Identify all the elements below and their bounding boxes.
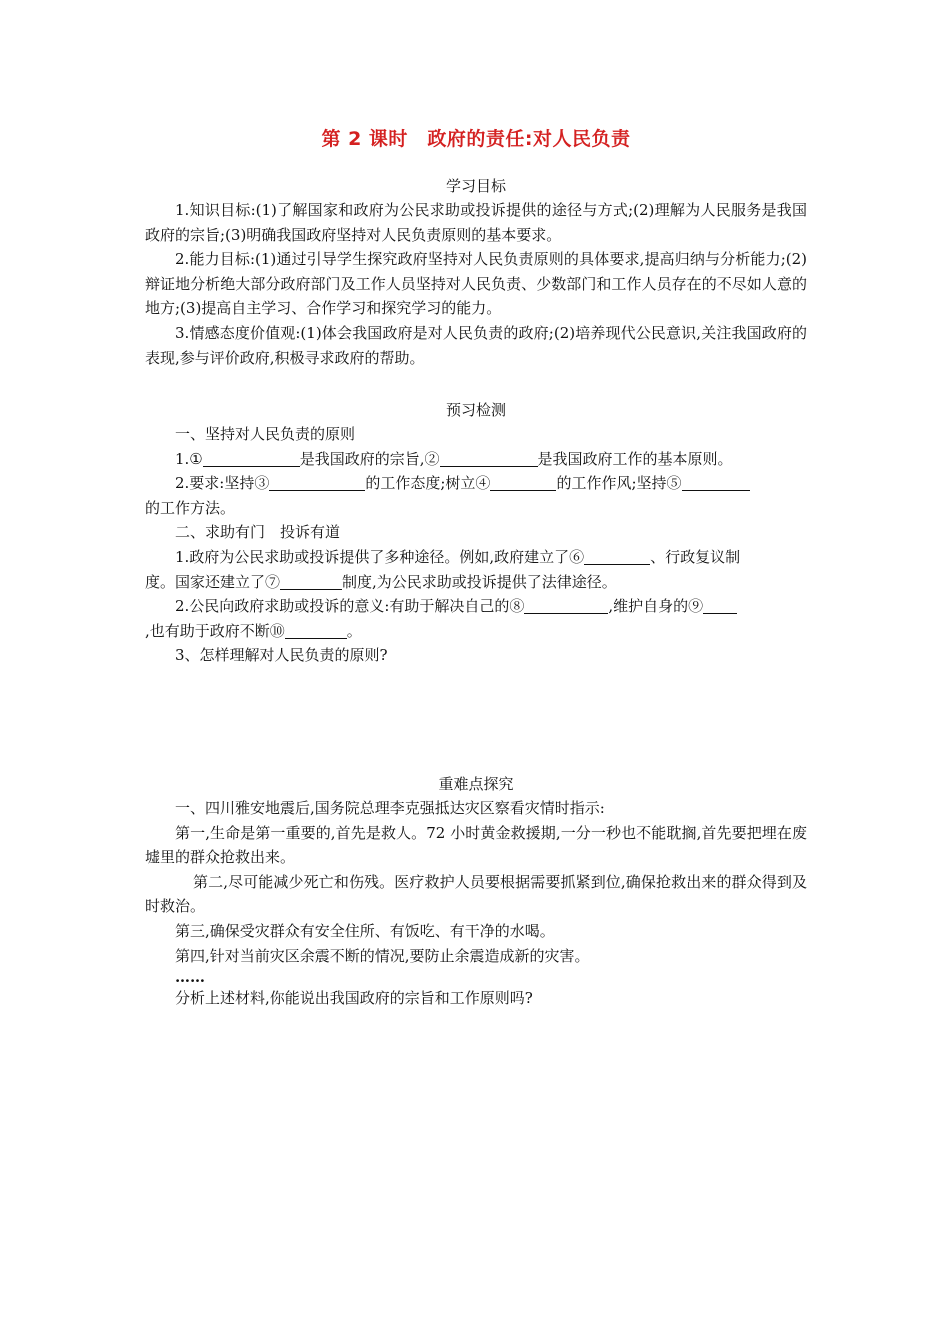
preview-question-2: 2.要求:坚持③ 的工作态度;树立④ 的工作作风;坚持⑤ — [145, 471, 807, 496]
objective-ability: 2.能力目标:(1)通过引导学生探究政府坚持对人民负责原则的具体要求,提高归纳与分析能力;(2)辩证地分析绝大部分政府部门及工作人员坚持对人民负责、少数部门和工作人员存在的不尽如人意的地方;(3)提高自主学习、合作学习和探究学习的能力。 — [145, 250, 807, 318]
preview-heading: 预习检测 — [445, 401, 506, 419]
objective-values: 3.情感态度价值观:(1)体会我国政府是对人民负责的政府;(2)培养现代公民意识,关注我国政府的表现,参与评价政府,积极寻求政府的帮助。 — [145, 323, 807, 367]
preview-part2-title: 二、求助有门 投诉有道 — [175, 523, 341, 542]
preview-question-5: 3、怎样理解对人民负责的原则? — [175, 646, 388, 665]
explore-point-3: 第三,确保受灾群众有安全住所、有饭吃、有干净的水喝。 — [175, 921, 555, 940]
fill-blank-6[interactable] — [584, 548, 650, 565]
fill-blank-7[interactable] — [280, 573, 342, 590]
explore-section — [145, 772, 807, 1011]
preview-question-4-cont: ,也有助于政府不断⑩ 。 — [145, 621, 362, 640]
preview-question-3: 1.政府为公民求助或投诉提供了多种途径。例如,政府建立了⑥ 、行政复议制 — [175, 547, 741, 566]
explore-point-2: 第二,尽可能减少死亡和伤残。医疗救护人员要根据需要抓紧到位,确保抢救出来的群众得到及时救治。 — [145, 872, 807, 916]
explore-question: 分析上述材料,你能说出我国政府的宗旨和工作原则吗? — [175, 989, 533, 1008]
explore-ellipsis: …… — [175, 968, 205, 987]
fill-blank-10[interactable] — [285, 622, 347, 639]
preview-question-2-cont: 的工作方法。 — [145, 498, 236, 517]
explore-intro: 一、四川雅安地震后,国务院总理李克强抵达灾区察看灾情时指示: — [175, 799, 605, 817]
explore-point-1: 第一,生命是第一重要的,首先是救人。72 小时黄金救援期,一分一秒也不能耽搁,首先要把埋在废墟里的群众抢救出来。 — [145, 823, 807, 867]
preview-part1-title: 一、坚持对人民负责的原则 — [175, 425, 356, 443]
explore-point-4: 第四,针对当前灾区余震不断的情况,要防止余震造成新的灾害。 — [175, 946, 590, 965]
explore-heading: 重难点探究 — [438, 775, 514, 793]
fill-blank-9[interactable] — [703, 597, 737, 614]
preview-question-4: 2.公民向政府求助或投诉的意义:有助于解决自己的⑧ ,维护自身的⑨ — [145, 594, 807, 619]
objectives-heading: 学习目标 — [445, 177, 506, 195]
preview-section — [145, 398, 807, 668]
fill-blank-5[interactable] — [682, 474, 750, 491]
objectives-section — [145, 174, 807, 370]
preview-question-1: 1.① 是我国政府的宗旨,② 是我国政府工作的基本原则。 — [175, 449, 733, 468]
fill-blank-1[interactable] — [203, 450, 300, 467]
lesson-title: 第 2 课时 政府的责任:对人民负责 — [321, 128, 631, 150]
fill-blank-8[interactable] — [524, 597, 608, 614]
fill-blank-3[interactable] — [269, 474, 365, 491]
fill-blank-2[interactable] — [440, 450, 538, 467]
objective-knowledge: 1.知识目标:(1)了解国家和政府为公民求助或投诉提供的途径与方式;(2)理解为人民服务是我国政府的宗旨;(3)明确我国政府坚持对人民负责原则的基本要求。 — [145, 201, 807, 244]
preview-question-3-cont: 度。国家还建立了⑦ 制度,为公民求助或投诉提供了法律途径。 — [145, 572, 617, 591]
fill-blank-4[interactable] — [490, 474, 556, 491]
